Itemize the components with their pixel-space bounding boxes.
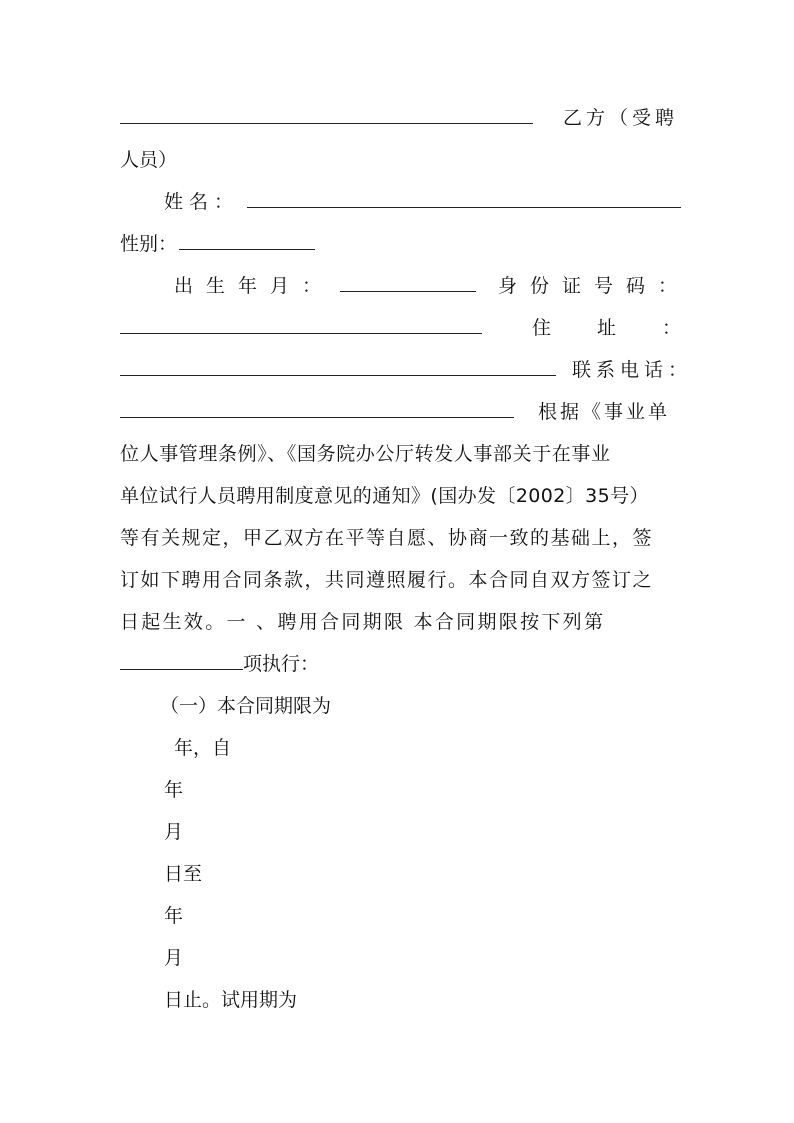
blank-field[interactable] <box>120 107 533 124</box>
birth-id-line <box>174 274 690 298</box>
party-b-line <box>120 106 678 130</box>
phone-label: 联系电话： <box>572 359 693 381</box>
basis-intro: 根据《事业单 <box>538 401 671 423</box>
item-exec-line <box>120 652 319 676</box>
para-line-3: 等有关规定，甲乙双方在平等自愿、协商一致的基础上，签 <box>120 527 654 549</box>
address-label: 住址： <box>532 317 728 339</box>
name-line <box>164 190 681 214</box>
end-trial: 日止。试用期为 <box>164 989 298 1011</box>
phone-basis-line <box>120 400 670 424</box>
from-day-to: 日至 <box>164 863 203 885</box>
phone-field[interactable] <box>120 401 514 418</box>
term-heading: （一）本合同期限为 <box>160 695 332 717</box>
address-phone-line <box>120 358 692 382</box>
name-field[interactable] <box>247 191 681 208</box>
birth-label: 出生年月： <box>174 275 335 297</box>
para-line-1: 位人事管理条例》、《国务院办公厅转发人事部关于在事业 <box>120 443 611 465</box>
address-field[interactable] <box>120 359 556 376</box>
name-label: 姓名： <box>164 191 240 213</box>
para-line-2: 单位试行人员聘用制度意见的通知》(国办发〔2002〕35号） <box>120 485 649 507</box>
item-exec-text: 项执行： <box>243 653 320 675</box>
from-year: 年 <box>164 779 184 801</box>
id-field[interactable] <box>120 317 482 334</box>
id-label: 身份证号码： <box>498 275 691 297</box>
party-b-label-cont: 人员） <box>120 149 178 171</box>
gender-field[interactable] <box>179 233 315 250</box>
gender-label: 性别： <box>120 233 178 255</box>
para-line-5: 日起生效。一 、聘用合同期限 本合同期限按下列第 <box>120 611 606 633</box>
item-number-field[interactable] <box>120 653 243 670</box>
id-address-line <box>120 316 727 340</box>
from-month: 月 <box>164 821 184 843</box>
birth-field[interactable] <box>340 275 476 292</box>
term-year: 年，自 <box>174 737 232 759</box>
para-line-4: 订如下聘用合同条款，共同遵照履行。本合同自双方签订之 <box>120 569 654 591</box>
gender-line <box>120 232 315 256</box>
to-month: 月 <box>164 947 184 969</box>
to-year: 年 <box>164 905 184 927</box>
party-b-label: 乙方（受聘 <box>563 107 679 129</box>
